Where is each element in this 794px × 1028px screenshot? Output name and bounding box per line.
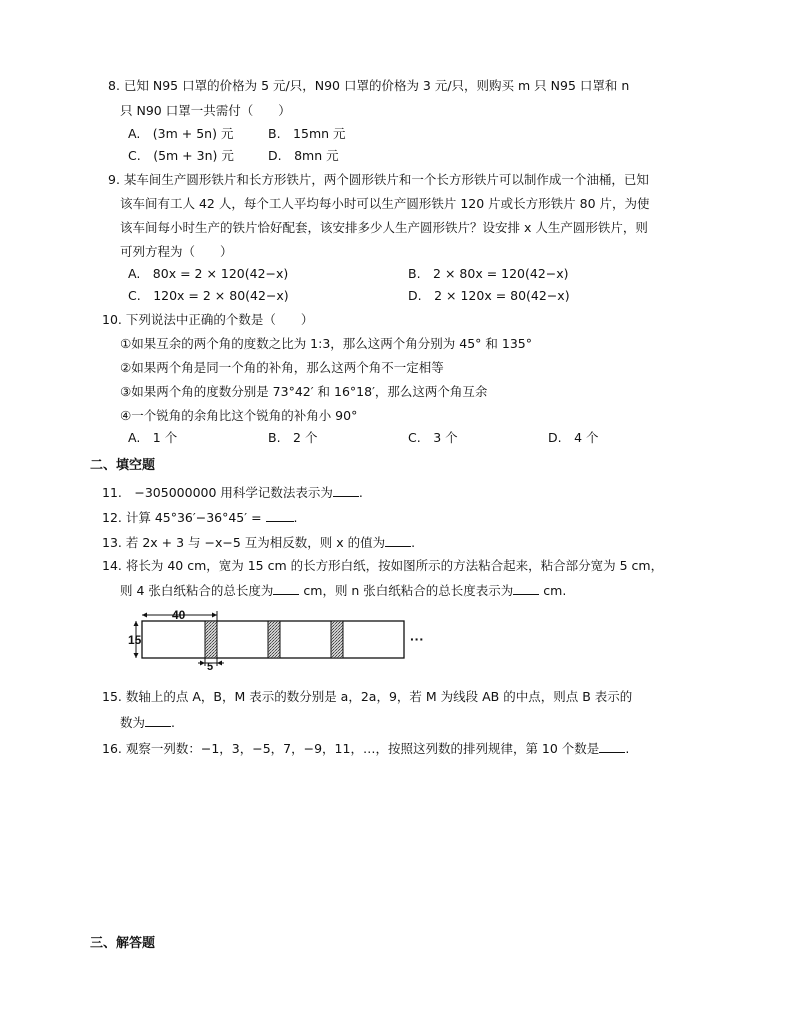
q12-prefix: 12. 计算 45°36′−36°45′ = (102, 510, 262, 525)
q12-suffix: . (293, 510, 298, 525)
q10-option-d: D. 4 个 (548, 430, 599, 445)
overlap-region-2 (268, 621, 280, 658)
q15-suffix: . (171, 715, 175, 730)
q12-text (102, 509, 298, 526)
length-label: 40 (172, 608, 186, 622)
q9-option-c: C. 120x = 2 × 80(42−x) (128, 288, 289, 303)
q14-answer-blank-2[interactable] (513, 582, 539, 595)
q10-option-c: C. 3 个 (408, 430, 458, 445)
q16-text (102, 740, 629, 757)
width-arrow-bottom (134, 653, 139, 658)
overlap-arrow-left (200, 661, 205, 666)
q8-option-b: B. 15mn 元 (268, 126, 346, 141)
q15-stem-line1: 15. 数轴上的点 A，B，M 表示的数分别是 a，2a，9，若 M 为线段 AB 的中点，则点 B 表示的 (102, 689, 633, 704)
length-arrow-left (142, 613, 147, 618)
q8-option-d: D. 8mn 元 (268, 148, 339, 163)
q14-part-b: cm，则 n 张白纸粘合的总长度表示为 (303, 583, 514, 598)
width-arrow-top (134, 621, 139, 626)
q14-answer-blank-1[interactable] (273, 582, 299, 595)
q14-part-c: cm. (543, 583, 567, 598)
q9-option-a: A. 80x = 2 × 120(42−x) (128, 266, 289, 281)
q14-part-a: 则 4 张白纸粘合的总长度为 (120, 583, 274, 598)
q9-stem-line3: 该车间每小时生产的铁片恰好配套，该安排多少人生产圆形铁片？设安排 x 人生产圆形铁片，则 (120, 220, 648, 235)
q9-stem-line2: 该车间有工人 42 人，每个工人平均每小时可以生产圆形铁片 120 片或长方形铁片 80 片，为使 (120, 196, 650, 211)
width-label: 15 (128, 633, 142, 647)
overlap-region-1 (205, 621, 217, 658)
q11-suffix: . (358, 485, 363, 500)
q15-stem-line2 (120, 714, 175, 731)
q16-prefix: 16. 观察一列数：−1，3，−5，7，−9，11，…，按照这列数的排列规律，第 10 个数是 (102, 741, 600, 756)
section-fill-in-heading: 二、填空题 (90, 458, 156, 473)
q16-suffix: . (625, 741, 630, 756)
q13-text (102, 534, 415, 551)
q10-statement-3: ③如果两个角的度数分别是 73°42′ 和 16°18′，那么这两个角互余 (120, 384, 488, 399)
overlap-region-3 (331, 621, 343, 658)
q15-answer-blank[interactable] (145, 714, 171, 727)
q11-answer-blank[interactable] (333, 484, 359, 497)
q13-suffix: . (411, 535, 416, 550)
q8-option-c: C. (5m + 3n) 元 (128, 148, 234, 163)
q10-option-a: A. 1 个 (128, 430, 178, 445)
q8-option-a: A. (3m + 5n) 元 (128, 126, 234, 141)
section-answer-heading: 三、解答题 (90, 936, 156, 951)
q9-stem-line4: 可列方程为（ ） (120, 244, 233, 259)
q9-option-d: D. 2 × 120x = 80(42−x) (408, 288, 570, 303)
q14-stem-line2 (120, 582, 566, 599)
q12-answer-blank[interactable] (266, 509, 294, 522)
q11-text (102, 484, 363, 501)
q8-stem-line1: 8. 已知 N95 口罩的价格为 5 元/只，N90 口罩的价格为 3 元/只，则购买 m 只 N95 口罩和 n (108, 78, 630, 93)
q10-statement-1: ①如果互余的两个角的度数之比为 1:3，那么这两个角分别为 45° 和 135° (120, 336, 532, 351)
length-arrow-right (212, 613, 217, 618)
overlap-label: 5 (207, 661, 214, 670)
q9-stem-line1: 9. 某车间生产圆形铁片和长方形铁片，两个圆形铁片和一个长方形铁片可以制作成一个油桶，已知 (108, 172, 649, 187)
q10-option-b: B. 2 个 (268, 430, 318, 445)
q9-option-b: B. 2 × 80x = 120(42−x) (408, 266, 569, 281)
q16-answer-blank[interactable] (599, 740, 625, 753)
q15-prefix: 数为 (120, 715, 146, 730)
q8-stem-line2: 只 N90 口罩一共需付（ ） (120, 103, 291, 118)
q10-statement-4: ④一个锐角的余角比这个锐角的补角小 90° (120, 408, 358, 423)
q13-answer-blank[interactable] (385, 534, 411, 547)
q14-stem-line1: 14. 将长为 40 cm，宽为 15 cm 的长方形白纸，按如图所示的方法粘合起来，粘合部分宽为 5 cm， (102, 558, 664, 573)
q13-prefix: 13. 若 2x + 3 与 −x−5 互为相反数，则 x 的值为 (102, 535, 386, 550)
q11-prefix: 11. −305000000 用科学记数法表示为 (102, 485, 333, 500)
q10-stem: 10. 下列说法中正确的个数是（ ） (102, 312, 314, 327)
q10-statement-2: ②如果两个角是同一个角的补角，那么这两个角不一定相等 (120, 360, 444, 375)
overlap-arrow-right (217, 661, 222, 666)
paper-strip-figure (128, 608, 438, 670)
continuation-ellipsis: ··· (410, 631, 424, 647)
